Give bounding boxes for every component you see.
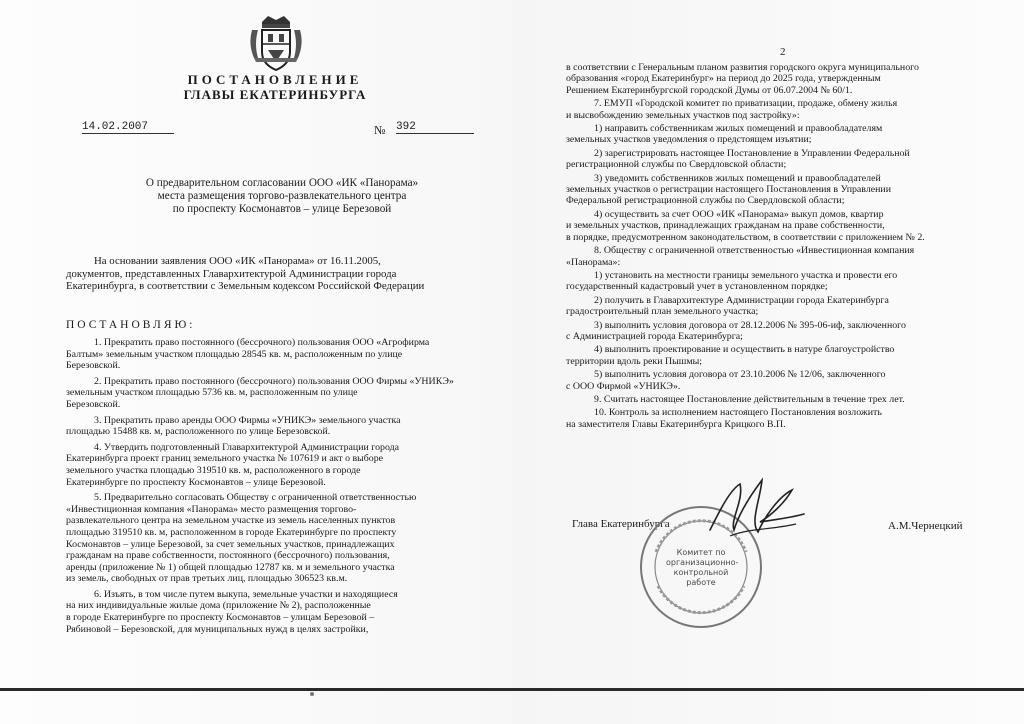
- paragraph-line: градостроительный план земельного участка;: [566, 306, 759, 318]
- paragraph-line: гражданам на праве собственности, постоянного (бессрочного) пользования,: [66, 550, 390, 562]
- paragraph-line: из земель, свободных от прав третьих лиц, площадью 306523 кв.м.: [66, 573, 348, 585]
- paragraph-line: площадью 15488 кв. м, расположенного по улице Березовской.: [66, 426, 331, 438]
- paragraph-line: Екатеринбурге по проспекту Космонавтов – улице Березовой.: [66, 476, 326, 488]
- right-paragraph-2: [566, 98, 986, 121]
- stamp-line: работе: [686, 578, 716, 587]
- basis-line: Екатеринбурга, в соответствии с Земельным кодексом Российской Федерации: [66, 280, 425, 292]
- paragraph-line: развлекательного центра на земельном участке из земель населенных пунктов: [66, 515, 396, 527]
- paragraph-line: Екатеринбурга проект границ земельного участка № 107619 и акт о выборе: [66, 453, 384, 465]
- paragraph-line: Рябиновой – Березовской, для муниципальных нужд в целях застройки,: [66, 623, 369, 635]
- paragraph-line: 2) получить в Главархитектуре Администрации города Екатеринбурга: [594, 294, 889, 306]
- right-paragraph-3: [566, 123, 986, 146]
- right-paragraph-10: [566, 320, 986, 343]
- paragraph-line: Решением Екатеринбургской городской Думы от 06.07.2004 № 60/1.: [566, 84, 853, 96]
- paragraph-line: на них индивидуальные жилые дома (приложение № 2), расположенные: [66, 600, 371, 612]
- paragraph-line: 1. Прекратить право постоянного (бессрочного) пользования ООО «Агрофирма: [94, 337, 430, 348]
- paragraph-line: государственный кадастровый учет в установленном порядке;: [566, 281, 828, 293]
- paragraph-line: и земельных участков, принадлежащих гражданам на праве собственности,: [566, 220, 885, 232]
- paragraph-line: земельных участков о регистрации настоящего Постановления в Управлении: [566, 184, 891, 196]
- paragraph-2: [66, 376, 480, 411]
- paragraph-line: образования «город Екатеринбург» на период до 2025 года, утвержденным: [566, 73, 881, 85]
- paragraph-line: 5. Предварительно согласовать Обществу с ограниченной ответственностью: [94, 492, 417, 504]
- paragraph-line: 8. Обществу с ограниченной ответственностью «Инвестиционная компания: [594, 245, 915, 257]
- paragraph-4: [66, 442, 480, 488]
- stamp-line: контрольной: [673, 568, 729, 577]
- page-number: 2: [780, 46, 786, 58]
- paragraph-1: [66, 337, 480, 372]
- paragraph-line: территории вдоль реки Пышмы;: [566, 355, 702, 367]
- handwritten-signature-icon: [700, 470, 810, 550]
- number-sign: №: [374, 123, 386, 137]
- paragraph-line: 1) направить собственникам жилых помещений и правообладателям: [594, 123, 883, 135]
- paragraph-line: 2. Прекратить право постоянного (бессрочного) пользования ООО Фирмы «УНИКЭ»: [94, 375, 454, 387]
- right-page-body: [566, 62, 986, 432]
- paragraph-line: 4) осуществить за счет ООО «ИК «Панорама» выкуп домов, квартир: [594, 208, 884, 220]
- scan-artifact: [310, 692, 314, 696]
- paragraph-line: 3. Прекратить право аренды ООО Фирмы «УНИКЭ» земельного участка: [94, 414, 401, 426]
- page-edge: [0, 688, 1024, 691]
- right-paragraph-6: [566, 209, 986, 243]
- left-page-body: [66, 337, 480, 639]
- basis-line: На основании заявления ООО «ИК «Панорама» от 16.11.2005,: [94, 255, 381, 267]
- right-paragraph-8: [566, 270, 986, 293]
- paragraph-line: с Администрацией города Екатеринбурга;: [566, 330, 743, 342]
- paragraph-line: 1) установить на местности границы земельного участка и провести его: [594, 269, 898, 281]
- paragraph-line: на заместителя Главы Екатеринбурга Крицкого В.П.: [566, 418, 786, 430]
- stamp-line: Комитет по: [676, 548, 726, 557]
- subject-line: О предварительном согласовании ООО «ИК «Панорама»: [145, 177, 419, 189]
- paragraph-line: в порядке, предусмотренном законодательством, в соответствии с приложением № 2.: [566, 231, 925, 243]
- paragraph-line: в соответствии с Генеральным планом развития городского округа муниципального: [566, 62, 919, 73]
- paragraph-line: аренды (приложение № 1) общей площадью 12787 кв. м и земельного участка: [66, 561, 395, 573]
- basis-line: документов, представленных Главархитектурой Администрации города: [66, 267, 397, 280]
- paragraph-line: Космонавтов – улице Березовой, за счет земельных участков, принадлежащих: [66, 538, 395, 550]
- paragraph-line: Березовской.: [66, 398, 121, 410]
- paragraph-line: и высвобождению земельных участков под застройку»:: [566, 109, 800, 121]
- document-title: ПОСТАНОВЛЕНИЕ: [187, 72, 363, 87]
- signatory-title: Глава Екатеринбурга: [572, 518, 670, 530]
- paragraph-line: 10. Контроль за исполнением настоящего Постановления возложить: [594, 407, 882, 419]
- paragraph-line: земельным участком площадью 5736 кв. м, расположенным по улице: [66, 387, 358, 399]
- paragraph-line: 4) выполнить проектирование и осуществить в натуре благоустройство: [594, 344, 895, 356]
- document-number: 392: [396, 121, 474, 134]
- paragraph-line: 2) зарегистрировать настоящее Постановление в Управлении Федеральной: [594, 147, 910, 159]
- right-paragraph-11: [566, 344, 986, 367]
- subject-line: по проспекту Космонавтов – улице Березовой: [172, 203, 392, 215]
- paragraph-line: Федеральной регистрационной службы по Свердловской области;: [566, 195, 845, 207]
- right-paragraph-7: [566, 245, 986, 268]
- paragraph-line: 4. Утвердить подготовленный Главархитектурой Администрации города: [94, 441, 399, 453]
- decree-heading: ПОСТАНОВЛЯЮ:: [66, 319, 196, 331]
- paragraph-line: 5) выполнить условия договора от 23.10.2006 № 12/06, заключенного: [594, 369, 886, 381]
- right-paragraph-1: [566, 62, 986, 96]
- paragraph-line: «Панорама»:: [566, 256, 621, 268]
- paragraph-line: Балтым» земельным участком площадью 28545 кв. м, расположенным по улице: [66, 348, 403, 360]
- paragraph-line: 6. Изъять, в том числе путем выкупа, земельные участки и находящиеся: [94, 588, 398, 600]
- paragraph-line: земельного участка площадью 319510 кв. м, расположенного в городе: [66, 464, 361, 476]
- right-paragraph-12: [566, 369, 986, 392]
- paragraph-line: 9. Считать настоящее Постановление действительным в течение трех лет.: [594, 393, 905, 405]
- paragraph-line: земельных участков уведомления о предстоящем изъятии;: [566, 134, 812, 146]
- paragraph-line: в городе Екатеринбурге по проспекту Космонавтов – улицам Березовой –: [66, 612, 375, 624]
- city-coat-of-arms-icon: [244, 14, 308, 74]
- paragraph-5: [66, 492, 480, 585]
- subject-line: места размещения торгово-развлекательного центра: [157, 190, 407, 202]
- paragraph-line: 3) выполнить условия договора от 28.12.2006 № 395-06-иф, заключенного: [594, 319, 906, 331]
- paragraph-line: площадью 319510 кв. м, расположенном в городе Екатеринбурге по проспекту: [66, 526, 397, 538]
- right-paragraph-9: [566, 295, 986, 318]
- paragraph-3: [66, 415, 480, 438]
- paragraph-line: 3) уведомить собственников жилых помещений и правообладателей: [594, 172, 881, 184]
- paragraph-line: с ООО Фирмой «УНИКЭ».: [566, 380, 681, 392]
- right-paragraph-14: [566, 407, 986, 430]
- stamp-text: [666, 548, 739, 588]
- paragraph-line: регистрационной службы по Свердловской области;: [566, 159, 787, 171]
- right-paragraph-13: [566, 394, 986, 405]
- paragraph-line: 7. ЕМУП «Городской комитет по приватизации, продаже, обмену жилья: [594, 98, 898, 110]
- document-date: 14.02.2007: [82, 121, 174, 134]
- signatory-name: А.М.Чернецкий: [888, 520, 963, 532]
- paragraph-6: [66, 589, 480, 635]
- document-subject: [132, 177, 432, 216]
- paragraph-line: «Инвестиционная компания «Панорама» место размещения торгово-: [66, 503, 357, 515]
- document-authority: ГЛАВЫ ЕКАТЕРИНБУРГА: [183, 87, 367, 102]
- legal-basis: [66, 255, 480, 293]
- right-paragraph-5: [566, 173, 986, 207]
- right-paragraph-4: [566, 148, 986, 171]
- paragraph-line: Березовской.: [66, 360, 121, 372]
- stamp-line: организационно-: [666, 558, 739, 567]
